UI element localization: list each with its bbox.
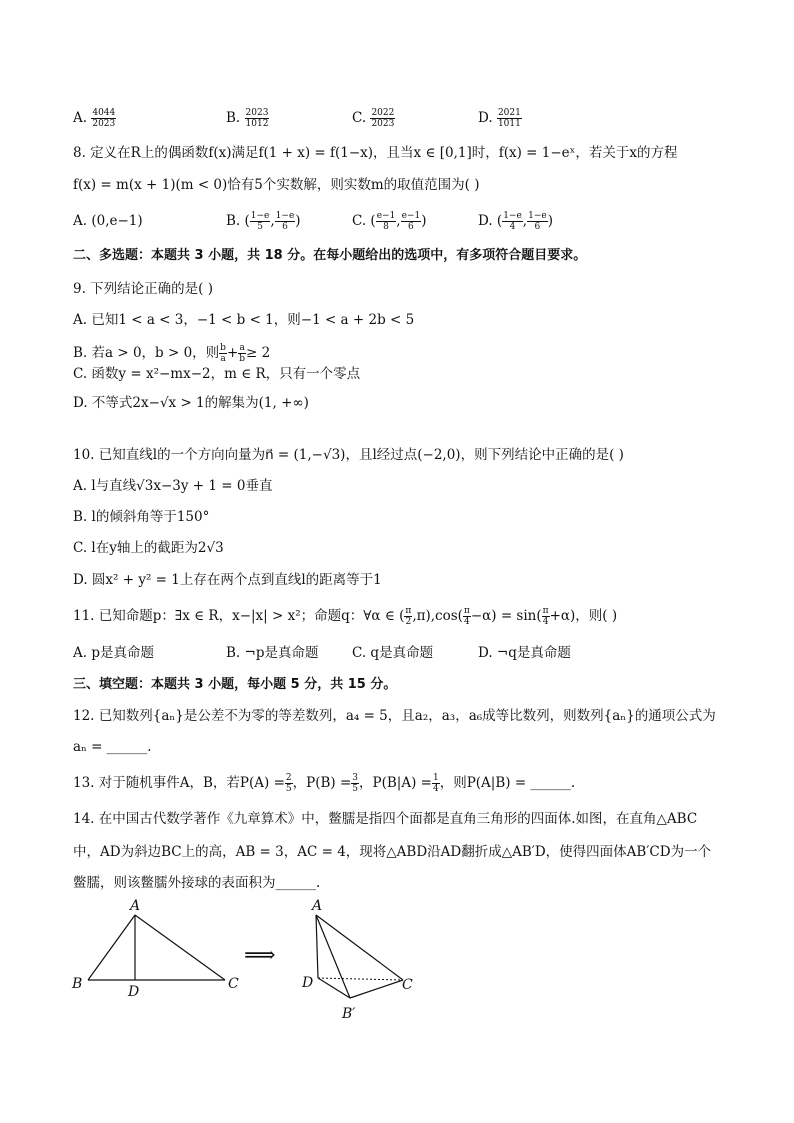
q8-stem-line1: 8. 定义在R上的偶函数f(x)满足f(1 + x) = f(1−x)，且当x ∈ [0,1]时，f(x) = 1−eˣ，若关于x的方程 [73,145,678,161]
fraction [285,773,293,794]
paren: ) [295,213,301,229]
label-c: C [228,976,239,992]
numerator: 2023 [245,108,269,118]
edge-ad [316,915,318,978]
edge-db-prime [318,978,350,998]
q13-stem [73,773,575,794]
numerator: 1−e [275,211,295,221]
stem-text: ,π),cos( [412,608,463,624]
q12-stem-line2: aₙ = ______. [73,739,152,755]
denominator: 5 [285,784,292,794]
numerator: 1−e [528,211,547,221]
denominator: 5 [352,784,359,794]
label-c: C [402,977,413,993]
option-letter: D. ( [478,213,503,229]
q7-option-b [226,108,269,129]
q14-stem-line3: 鳖臑，则该鳖臑外接球的表面积为______. [73,875,321,891]
fraction [542,606,550,627]
fraction [497,108,522,129]
numerator: 4044 [92,108,116,118]
numerator: b [220,343,226,353]
stem-text: ，则P(A|B) = ______. [439,775,576,791]
denominator: 4 [509,222,516,232]
option-letter: D. [478,110,497,126]
q10-stem: 10. 已知直线l的一个方向向量为n⃗ = (1,−√3)，且l经过点(−2,0)，则下列结论中正确的是( ) [73,447,624,463]
option-letter: C. ( [352,213,376,229]
numerator: π [405,606,412,616]
q7-option-d [478,108,522,129]
edge-b-prime-c [350,980,403,998]
q10-option-c: C. l在y轴上的截距为2√3 [73,540,224,556]
label-b-prime: B′ [342,1006,356,1022]
option-letter: B. [226,110,245,126]
q8-option-b: B. ( $\frac{1-e}{5}$ , $\frac{1-e}{6}$ ) [226,211,301,232]
q11-option-b: B. ¬p是真命题 [226,645,319,661]
fraction [91,108,116,129]
numerator: 1−e [503,211,522,221]
label-d: D [302,975,314,991]
numerator: e−1 [376,211,396,221]
fraction [376,211,397,232]
right-triangle-abc [71,898,239,1000]
denominator: 4 [464,617,470,627]
implies-arrow-icon: ⟹ [244,943,276,968]
fraction [527,211,548,232]
paren: ) [547,213,553,229]
stem-text: −α) = sin( [470,608,542,624]
fraction [370,108,395,129]
denominator: 5 [257,222,263,232]
q12-stem-line1: 12. 已知数列{aₙ}是公差不为零的等差数列，a₄ = 5，且a₂，a₃，a₆成等比数列，则数列{aₙ}的通项公式为 [73,708,716,724]
label-a: A [130,898,141,914]
q8-option-c: C. ( $\frac{e-1}{8}$ , $\frac{e-1}{6}$ ) [352,211,427,232]
fraction [401,211,422,232]
denominator: 8 [383,222,389,232]
numerator: 3 [352,773,359,783]
q7-option-c [352,108,395,129]
numerator: 2 [285,773,292,783]
fraction [502,211,523,232]
fraction [238,343,246,364]
q9-option-d: D. 不等式2x−√x > 1的解集为(1, +∞) [73,395,309,411]
stem-text: 13. 对于随机事件A，B，若P(A) = [73,775,285,791]
q8-option-d: D. ( $\frac{1-e}{4}$ , $\frac{1-e}{6}$ ) [478,211,553,232]
denominator: 4 [542,617,549,627]
stem-text: +α)，则( ) [549,608,618,624]
q11-option-c: C. q是真命题 [352,645,434,661]
fraction [219,343,227,364]
fraction [245,108,270,129]
denominator: 6 [282,222,288,232]
numerator: π [463,606,470,616]
numerator: 2021 [497,108,521,118]
section-heading-fill-blank: 三、填空题：本题共 3 小题，每小题 5 分，共 15 分。 [73,677,397,692]
label-d: D [128,984,140,1000]
q10-option-b: B. l的倾斜角等于150° [73,509,210,525]
plus-sign: + [226,345,239,361]
label-b: B [72,976,83,992]
denominator: 2023 [92,119,116,129]
q8-option-a: A. (0,e−1) [73,213,143,229]
q10-option-d: D. 圆x² + y² = 1上存在两个点到直线l的距离等于1 [73,572,382,588]
denominator: 2 [405,617,412,627]
q9-option-a: A. 已知1 < a < 3，−1 < b < 1，则−1 < a + 2b < 5 [73,312,415,328]
q11-option-d: D. ¬q是真命题 [478,645,571,661]
fraction [250,211,271,232]
option-letter: B. ( [226,213,250,229]
paren: ) [421,213,427,229]
stem-text: 11. 已知命题p：∃x ∈ R，x−|x| > x²；命题q：∀α ∈ ( [73,608,405,624]
edge-dc-hidden [318,978,403,980]
q14-stem-line2: 中，AD为斜边BC上的高，AB = 3，AC = 4，现将△ABD沿AD翻折成△AB′D，使得四面体AB′CD为一个 [73,844,712,860]
denominator: 2023 [371,119,395,129]
q8-stem-line2: f(x) = m(x + 1)(m < 0)恰有5个实数解，则实数m的取值范围为( ) [73,177,480,193]
edge-ac [135,915,225,980]
q11-stem [73,606,617,627]
label-a: A [312,898,323,914]
denominator: b [239,354,246,364]
section-heading-multiple-choice: 二、多选题：本题共 3 小题，共 18 分。在每小题给出的选项中，有多项符合题目要求。 [73,248,587,263]
option-text: ≥ 2 [246,345,271,361]
q9-option-b [73,343,270,364]
q14-figure [60,890,440,1025]
tetrahedron-ab-cd [301,898,413,1022]
option-text: B. 若a > 0，b > 0，则 [73,345,220,361]
numerator: e−1 [401,211,421,221]
numerator: 1 [432,773,439,783]
denominator: 1012 [245,119,269,129]
numerator: 2022 [371,108,395,118]
option-letter: A. [73,110,92,126]
fraction [275,211,296,232]
numerator: π [542,606,549,616]
q7-option-a [73,108,116,129]
stem-text: ，P(B|A) = [359,775,432,791]
denominator: 6 [408,222,414,232]
option-letter: C. [352,110,371,126]
q11-option-a: A. p是真命题 [73,645,154,661]
numerator: 1−e [250,211,270,221]
fraction [463,606,471,627]
denominator: 4 [432,784,439,794]
denominator: 6 [534,222,541,232]
denominator: a [220,354,226,364]
fraction [432,773,440,794]
q9-stem: 9. 下列结论正确的是( ) [73,281,213,297]
q9-option-c: C. 函数y = x²−mx−2，m ∈ R，只有一个零点 [73,366,361,382]
fraction [351,773,359,794]
edge-ab [88,915,135,980]
q10-option-a: A. l与直线√3x−3y + 1 = 0垂直 [73,478,273,494]
q14-stem-line1: 14. 在中国古代数学著作《九章算术》中，鳖臑是指四个面都是直角三角形的四面体.如图，在直角△ABC [73,811,698,827]
numerator: a [239,343,245,353]
denominator: 1011 [497,119,521,129]
stem-text: ，P(B) = [292,775,352,791]
